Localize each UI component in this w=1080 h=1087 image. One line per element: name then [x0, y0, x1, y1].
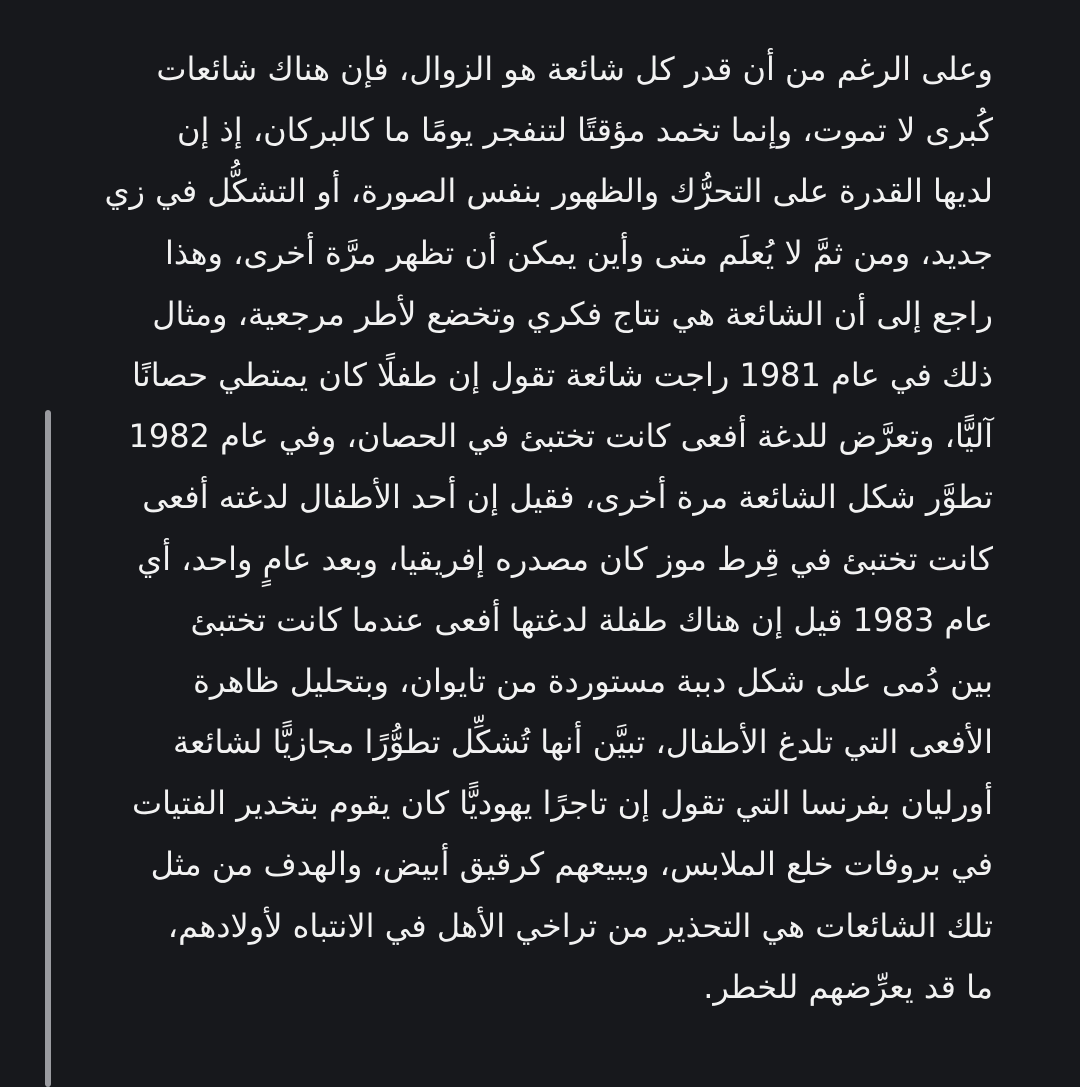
text-line: تطوَّر شكل الشائعة مرة أخرى، فقيل إن أحد الأطفال لدغته أفعى	[142, 478, 993, 517]
text-line: تلك الشائعات هي التحذير من تراخي الأهل في الانتباه لأولادهم،	[167, 906, 993, 945]
text-line: الأفعى التي تلدغ الأطفال، تبيَّن أنها تُشكِّل تطوُّرًا مجازيًّا لشائعة	[172, 723, 993, 762]
text-line: وعلى الرغم من أن قدر كل شائعة هو الزوال، فإن هناك شائعات	[156, 50, 993, 88]
text-line: آليًّا، وتعرَّض للدغة أفعى كانت تختبئ في الحصان، وفي عام 1982	[128, 417, 993, 456]
text-line: عام 1983 قيل إن هناك طفلة لدغتها أفعى عندما كانت تختبئ	[190, 600, 993, 639]
text-line: راجع إلى أن الشائعة هي نتاج فكري وتخضع لأطر مرجعية، ومثال	[152, 294, 993, 333]
text-line: كانت تختبئ في قِرط موز كان مصدره إفريقيا، وبعد عامٍ واحد، أي	[137, 539, 993, 578]
text-line: أورليان بفرنسا التي تقول إن تاجرًا يهوديًّا كان يقوم بتخدير الفتيات	[132, 784, 993, 823]
text-line: ما قد يعرِّضهم للخطر.	[703, 967, 993, 1006]
text-line: لديها القدرة على التحرُّك والظهور بنفس الصورة، أو التشكُّل في زي	[104, 172, 993, 211]
text-line: في بروفات خلع الملابس، ويبيعهم كرقيق أبيض، والهدف من مثل	[150, 845, 993, 884]
text-line: بين دُمى على شكل دببة مستوردة من تايوان، وبتحليل ظاهرة	[193, 661, 993, 700]
text-line: ذلك في عام 1981 راجت شائعة تقول إن طفلًا كان يمتطي حصانًا	[132, 355, 993, 394]
text-line: جديد، ومن ثمَّ لا يُعلَم متى وأين يمكن أن تظهر مرَّة أخرى، وهذا	[164, 233, 993, 272]
quote-bar	[45, 410, 51, 1087]
paragraph	[80, 39, 993, 1018]
text-line: كُبرى لا تموت، وإنما تخمد مؤقتًا لتنفجر يومًا ما كالبركان، إذ إن	[176, 111, 993, 150]
